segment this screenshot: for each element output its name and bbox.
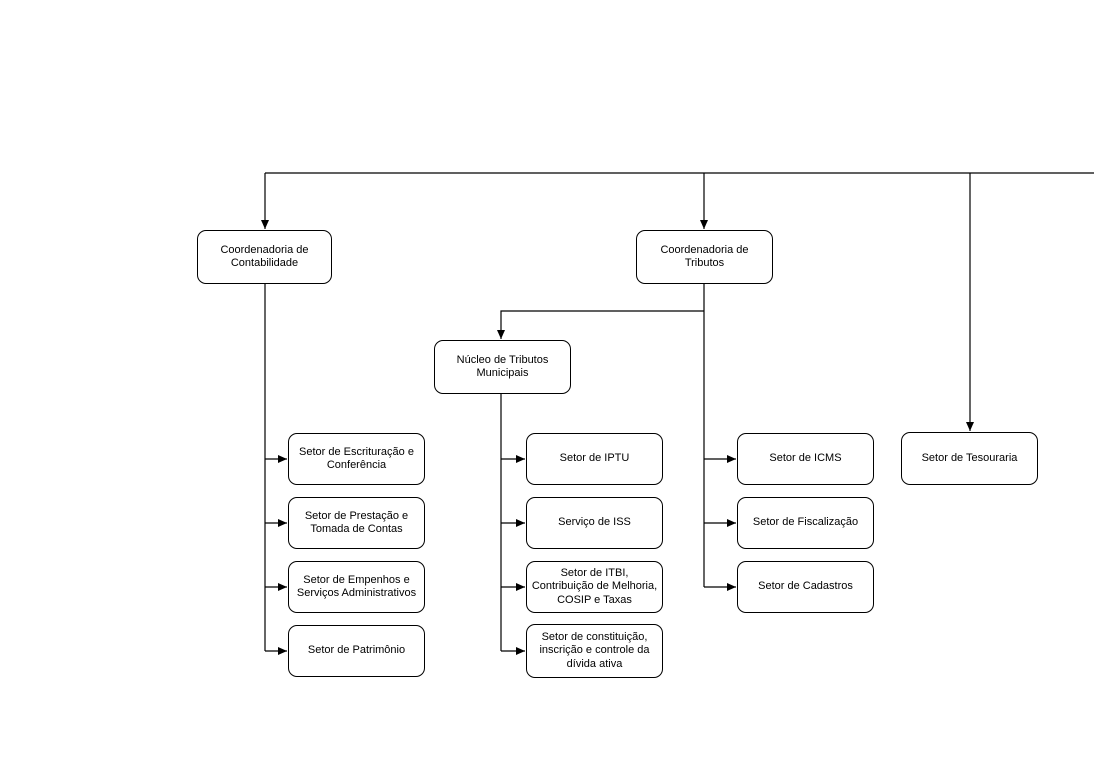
node-setor-escrituracao-conferencia[interactable]	[288, 433, 425, 485]
node-label: Setor de Tesouraria	[921, 451, 1018, 464]
node-label: Setor de Cadastros	[758, 580, 853, 593]
node-servico-iss[interactable]	[526, 497, 663, 549]
node-setor-itbi-contribuicao-melhoria-cosip-taxas[interactable]	[526, 561, 663, 613]
node-label: Núcleo de Tributos Municipais	[456, 353, 549, 379]
node-label: Coordenadoria de Contabilidade	[220, 243, 309, 269]
connector-tributos-to-nucleo	[501, 311, 704, 339]
node-label: Coordenadoria de Tributos	[660, 243, 749, 269]
node-coordenadoria-tributos[interactable]	[636, 230, 773, 284]
node-setor-iptu[interactable]	[526, 433, 663, 485]
node-setor-tesouraria[interactable]	[901, 432, 1038, 485]
node-label: Setor de ITBI, Contribuição de Melhoria, COSIP e Taxas	[531, 566, 658, 606]
node-label: Setor de Empenhos e Serviços Administrativos	[296, 573, 417, 599]
node-setor-fiscalizacao[interactable]	[737, 497, 874, 549]
node-label: Serviço de ISS	[558, 516, 631, 529]
node-label: Setor de IPTU	[559, 452, 630, 465]
node-setor-prestacao-tomada-contas[interactable]	[288, 497, 425, 549]
node-label: Setor de Prestação e Tomada de Contas	[304, 509, 409, 535]
node-setor-empenhos-servicos-administrativos[interactable]	[288, 561, 425, 613]
node-setor-cadastros[interactable]	[737, 561, 874, 613]
node-label: Setor de Escrituração e Conferência	[299, 445, 414, 471]
node-label: Setor de Fiscalização	[752, 516, 859, 529]
node-label: Setor de ICMS	[769, 452, 842, 465]
node-label: Setor de constituição, inscrição e controle da dívida ativa	[539, 630, 650, 670]
node-nucleo-tributos-municipais[interactable]	[434, 340, 571, 394]
node-setor-constituicao-inscricao-controle-divida-ativa[interactable]	[526, 624, 663, 678]
node-coordenadoria-contabilidade[interactable]	[197, 230, 332, 284]
node-setor-icms[interactable]	[737, 433, 874, 485]
node-setor-patrimonio[interactable]	[288, 625, 425, 677]
node-label: Setor de Patrimônio	[307, 644, 406, 657]
